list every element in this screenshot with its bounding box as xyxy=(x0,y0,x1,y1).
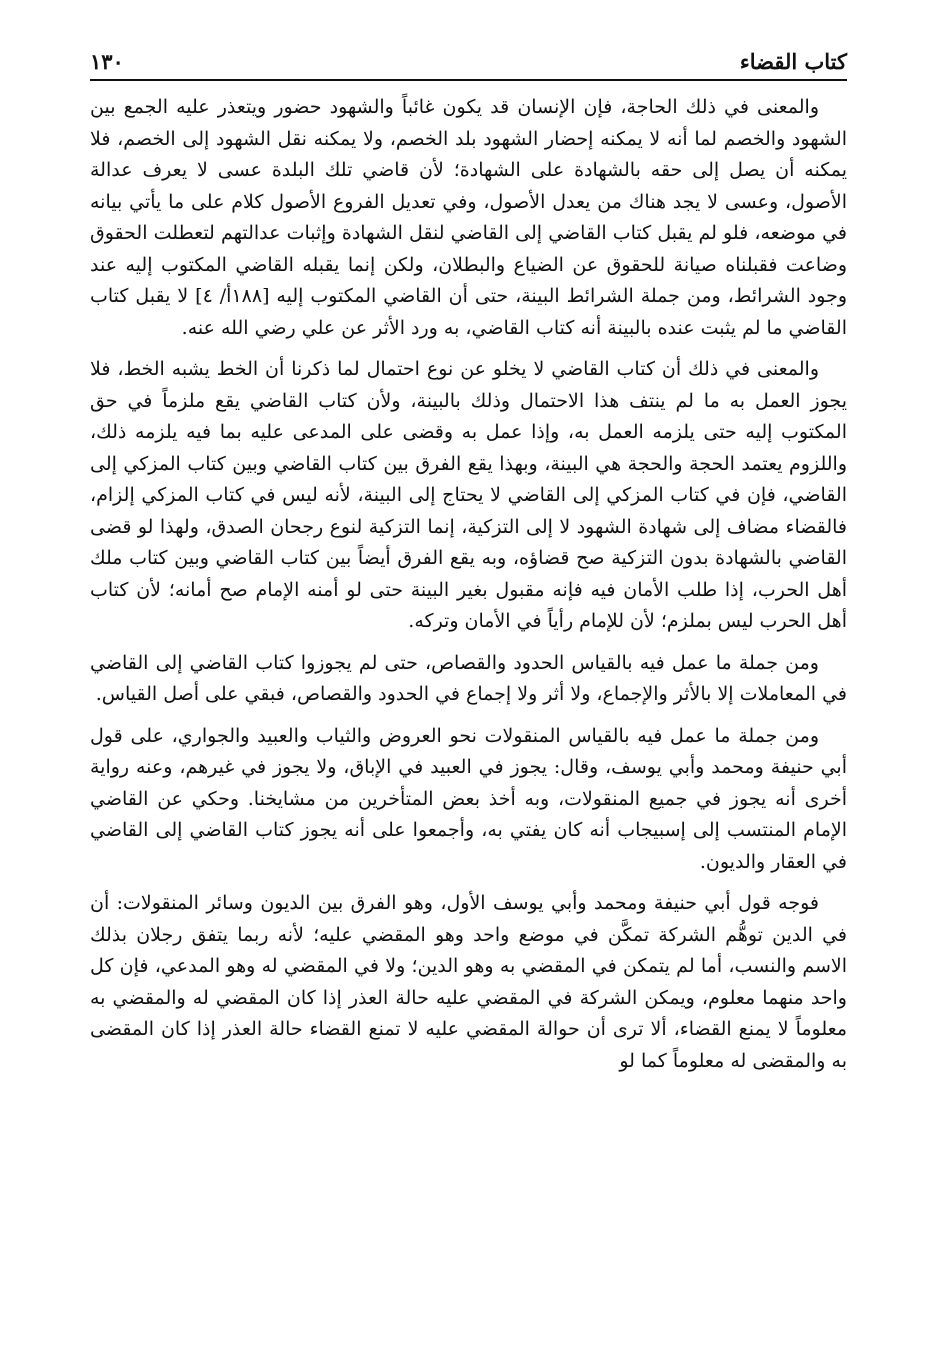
header-rule xyxy=(90,79,847,81)
paragraph-3: ومن جملة ما عمل فيه بالقياس الحدود والقصاص، حتى لم يجوزوا كتاب القاضي إلى القاضي في المعاملات إلا بالأثر والإجماع، ولا أثر ولا إجماع في الحدود والقصاص، فبقي على أصل القياس. xyxy=(90,651,847,705)
page-number: ١٣٠ xyxy=(90,49,124,74)
paragraph-2: والمعنى في ذلك أن كتاب القاضي لا يخلو عن نوع احتمال لما ذكرنا أن الخط يشبه الخط، فلا يجوز العمل به ما لم ينتف هذا الاحتمال وذلك بالبينة، ولأن كتاب القاضي يقع ملزماً في حق المكتوب إليه حتى يلزمه العمل به، وإذا عمل به وقضى على المدعى عليه بما فيه يلزمه ذلك، واللزوم يعتمد الحجة والحجة هي البينة، وبهذا يقع الفرق بين كتاب القاضي وبين كتاب المزكي إلى القاضي، فإن في كتاب المزكي إلى القاضي لا يحتاج إلى البينة، لأنه ليس في كتاب المزكي إلزام، فالقضاء مضاف إلى شهادة الشهود لا إلى التزكية، إنما التزكية لنوع رجحان الصدق، ولهذا لو قضى القاضي بالشهادة بدون التزكية صح قضاؤه، وبه يقع الفرق أيضاً بين كتاب القاضي وبين كتاب ملك أهل الحرب، إذا طلب الأمان فيه فإنه مقبول بغير البينة حتى لو أمنه الإمام صح أمانه؛ لأن كتاب أهل الحرب ليس بملزم؛ لأن للإمام رأياً في الأمان وتركه. xyxy=(90,358,847,632)
chapter-title: كتاب القضاء xyxy=(739,49,847,74)
running-header xyxy=(90,34,847,74)
paragraph-4: ومن جملة ما عمل فيه بالقياس المنقولات نحو العروض والثياب والعبيد والجواري، على قول أبي حنيفة ومحمد وأبي يوسف، وقال: يجوز في العبيد في الإباق، ولا يجوز في غيرهم، وعنه رواية أخرى أنه يجوز في جميع المنقولات، وبه أخذ بعض المتأخرين من مشايخنا. وحكي عن القاضي الإمام المنتسب إلى إسبيجاب أنه كان يفتي به، وأجمعوا على أنه يجوز كتاب القاضي إلى القاضي في العقار والديون. xyxy=(90,724,847,873)
paragraph-5: فوجه قول أبي حنيفة ومحمد وأبي يوسف الأول، وهو الفرق بين الديون وسائر المنقولات: أن في الدين توهُّم الشركة تمكَّن في موضع واحد وهو المقضي عليه؛ لأنه ربما يتفق رجلان بذلك الاسم والنسب، أما لم يتمكن في المقضي به وهو الدين؛ ولا في المقضي له وهو المدعي، فإن كل واحد منهما معلوم، ويمكن الشركة في المقضي عليه حالة العذر إذا كان المقضي له والمقضي به معلوماً لا يمنع القضاء، ألا ترى أن حوالة المقضي عليه لا تمنع القضاء حالة العذر إذا كان المقضى به والمقضى له معلوماً كما لو xyxy=(90,892,847,1072)
body-text xyxy=(90,92,847,1345)
paragraph-1: والمعنى في ذلك الحاجة، فإن الإنسان قد يكون غائباً والشهود حضور ويتعذر عليه الجمع بين الشهود والخصم لما أنه لا يمكنه إحضار الشهود بلد الخصم، ولا يمكنه نقل الشهود إلى الخصم، فلا يمكنه أن يصل إلى حقه بالشهادة على الشهادة؛ لأن قاضي تلك البلدة عسى لا يعرف عدالة الأصول، وعسى لا يجد هناك من يعدل الأصول، وفي تعديل الفروع الأصول كلام على ما يأتي بيانه في موضعه، فلو لم يقبل كتاب القاضي إلى القاضي لنقل الشهادة وإثبات عدالتهم لتعطلت الحقوق وضاعت فقبلناه صيانة للحقوق عن الضياع والبطلان، ولكن إنما يقبله القاضي المكتوب إليه عند وجود الشرائط، ومن جملة الشرائط البينة، حتى أن القاضي المكتوب إليه [١٨٨أ/ ٤] لا يقبل كتاب القاضي ما لم يثبت عنده بالبينة أنه كتاب القاضي، به ورد الأثر عن علي رضي الله عنه. xyxy=(90,96,847,339)
